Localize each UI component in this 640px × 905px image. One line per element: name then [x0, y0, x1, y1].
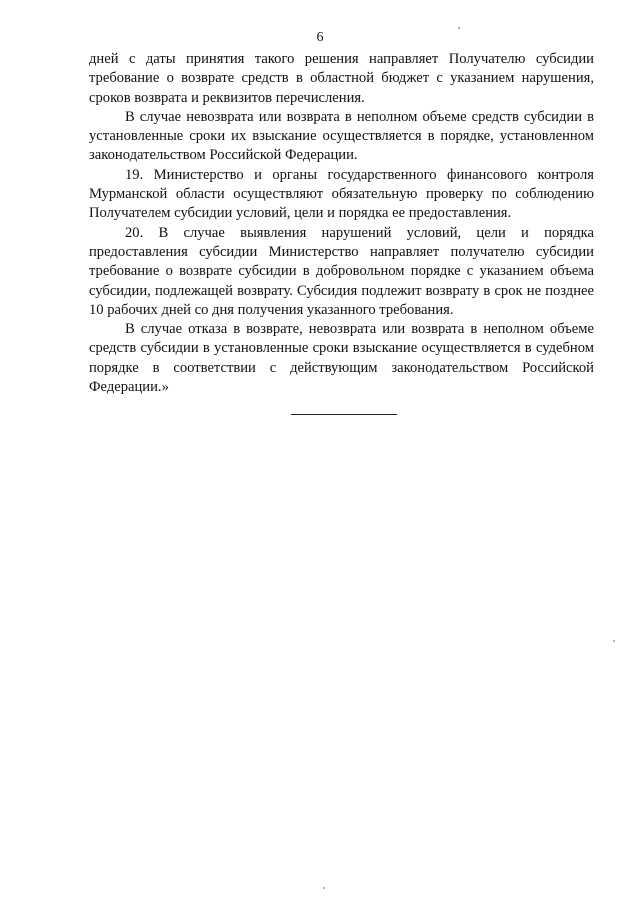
- closing-rule: [291, 414, 397, 415]
- paragraph-item-20: 20. В случае выявления нарушений условий, цели и порядка предоставления субсидии Министерство направляет получателю субсидии требование о возврате субсидии в добровольном порядке с указанием объема субсидии, подлежащей возврату. Субсидия подлежит возврату в срок не позднее 10 рабочих дней со дня получения указанного требования.: [89, 224, 594, 318]
- paragraph-non-return-recovery: В случае невозврата или возврата в неполном объеме средств субсидии в установленные сроки их взыскание осуществляется в порядке, установленном законодательством Российской Федерации.: [89, 108, 594, 164]
- scan-speck: [458, 27, 460, 29]
- paragraph-refusal-court-recovery: В случае отказа в возврате, невозврата или возврата в неполном объеме средств субсидии в установленные сроки взыскание осуществляется в судебном порядке в соответствии с действующим законодательством Российской Федерации.»: [89, 321, 594, 396]
- document-body: [89, 50, 594, 397]
- page-number: 6: [316, 30, 324, 45]
- paragraph-item-19: 19. Министерство и органы государственного финансового контроля Мурманской области осуществляют обязательную проверку по соблюдению Получателем субсидии условий, цели и порядка ее предоставления.: [89, 166, 594, 222]
- scan-speck: [323, 887, 325, 889]
- scan-speck: [613, 640, 615, 642]
- paragraph-continuation: дней с даты принятия такого решения направляет Получателю субсидии требование о возврате средств в областной бюджет с указанием нарушения, сроков возврата и реквизитов перечисления.: [89, 51, 594, 106]
